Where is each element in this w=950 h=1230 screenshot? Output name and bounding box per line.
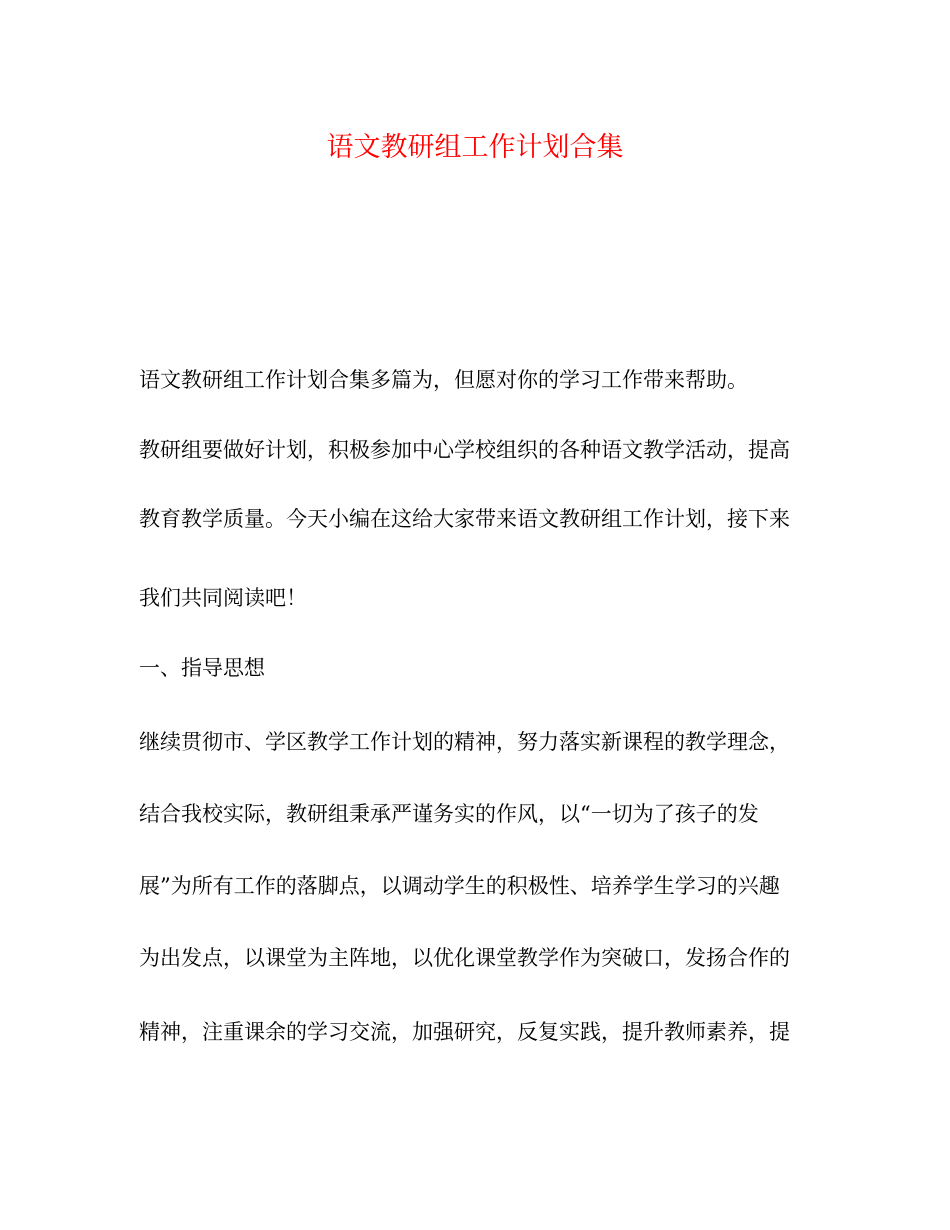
paragraph-line: 展”为所有工作的落脚点，以调动学生的积极性、培养学生学习的兴趣 <box>139 874 780 898</box>
paragraph-line: 语文教研组工作计划合集多篇为，但愿对你的学习工作带来帮助。 <box>139 368 748 392</box>
paragraph-line: 教育教学质量。今天小编在这给大家带来语文教研组工作计划，接下来 <box>139 507 790 531</box>
paragraph-line: 我们共同阅读吧！ <box>139 586 307 610</box>
paragraph-line: 结合我校实际，教研组秉承严谨务实的作风，以“一切为了孩子的发 <box>139 802 759 826</box>
paragraph-line: 为出发点，以课堂为主阵地，以优化课堂教学作为突破口，发扬合作的 <box>139 946 790 970</box>
paragraph-line: 精神，注重课余的学习交流，加强研究，反复实践，提升教师素养，提 <box>139 1020 790 1044</box>
document-title: 语文教研组工作计划合集 <box>326 132 624 163</box>
paragraph-line: 继续贯彻市、学区教学工作计划的精神，努力落实新课程的教学理念， <box>139 730 790 754</box>
paragraph-line: 教研组要做好计划，积极参加中心学校组织的各种语文教学活动，提高 <box>139 438 790 462</box>
section-heading: 一、指导思想 <box>139 656 265 680</box>
